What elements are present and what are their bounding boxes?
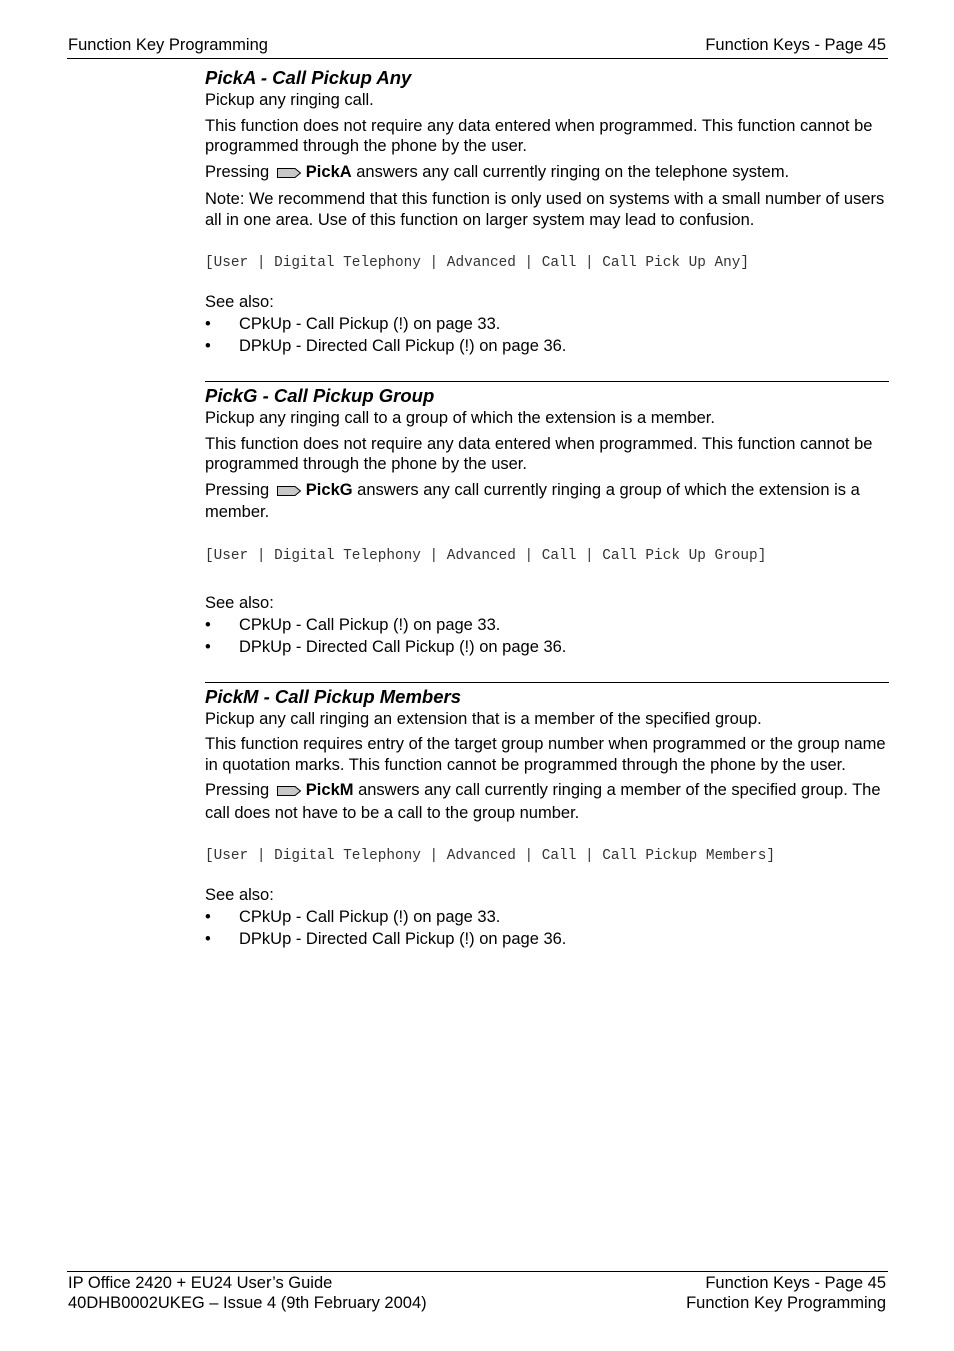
see-also-list	[205, 906, 889, 950]
list-item[interactable]: • DPkUp - Directed Call Pickup (!) on page 36.	[205, 930, 567, 948]
list-item[interactable]: • CPkUp - Call Pickup (!) on page 33.	[205, 908, 501, 926]
section-pressing: Pressing PickA answers any call currently ringing on the telephone system.	[205, 162, 889, 185]
header-page: Function Keys - Page 45	[705, 36, 886, 54]
list-item[interactable]: • DPkUp - Directed Call Pickup (!) on page 36.	[205, 637, 567, 656]
menu-path: [User | Digital Telephony | Advanced | Call | Call Pickup Members]	[205, 848, 775, 864]
footer-issue: 40DHB0002UKEG – Issue 4 (9th February 2004)	[68, 1294, 427, 1312]
footer-page: Function Keys - Page 45	[705, 1274, 886, 1292]
main-content	[205, 66, 889, 950]
section-intro: Pickup any ringing call to a group of which the extension is a member.	[205, 409, 715, 427]
page-header	[67, 35, 888, 59]
section-intro: Pickup any ringing call.	[205, 91, 374, 109]
menu-path: [User | Digital Telephony | Advanced | Call | Call Pick Up Group]	[205, 547, 767, 564]
list-item[interactable]: • DPkUp - Directed Call Pickup (!) on page 36.	[205, 337, 567, 355]
list-item[interactable]: • CPkUp - Call Pickup (!) on page 33.	[205, 615, 501, 634]
section-title: PickA - Call Pickup Any	[205, 67, 412, 88]
see-also-label: See also:	[205, 593, 274, 612]
section-title: PickM - Call Pickup Members	[205, 685, 462, 707]
footer-guide-title: IP Office 2420 + EU24 User’s Guide	[68, 1274, 333, 1292]
see-also-list	[205, 313, 889, 357]
page-footer	[67, 1271, 888, 1314]
section-pickm	[205, 682, 889, 951]
section-note: Note: We recommend that this function is only used on systems with a small number of users all in one area. Use of this function on larger system may lead to confusion.	[205, 190, 885, 229]
key-label: PickA	[305, 162, 352, 181]
section-requirement: This function does not require any data entered when programmed. This function cannot be programmed through the phone by the user.	[205, 116, 873, 155]
section-title: PickG - Call Pickup Group	[205, 385, 435, 406]
section-pickg	[205, 381, 889, 682]
section-requirement: This function does not require any data entered when programmed. This function cannot be programmed through the phone by the user.	[205, 434, 873, 473]
see-also-list	[205, 614, 889, 658]
section-pressing: Pressing PickM answers any call currently ringing a member of the specified group. The call does not have to be a call to the group number.	[205, 781, 881, 822]
header-chapter: Function Key Programming	[68, 36, 268, 54]
footer-chapter: Function Key Programming	[686, 1294, 886, 1312]
see-also-label: See also:	[205, 293, 274, 311]
list-item[interactable]: • CPkUp - Call Pickup (!) on page 33.	[205, 315, 501, 333]
menu-path: [User | Digital Telephony | Advanced | Call | Call Pick Up Any]	[205, 255, 750, 271]
function-key-icon	[276, 782, 302, 803]
section-intro: Pickup any call ringing an extension that is a member of the specified group.	[205, 709, 762, 728]
see-also-label: See also:	[205, 886, 274, 904]
function-key-icon	[276, 164, 302, 185]
section-requirement: This function requires entry of the target group number when programmed or the group name in quotation marks. This function cannot be programmed through the phone by the user.	[205, 735, 886, 774]
section-pressing: Pressing PickG answers any call currently ringing a group of which the extension is a member.	[205, 480, 860, 521]
section-picka	[205, 66, 889, 381]
key-label: PickM	[305, 781, 354, 799]
key-label: PickG	[305, 480, 353, 499]
function-key-icon	[276, 482, 302, 503]
